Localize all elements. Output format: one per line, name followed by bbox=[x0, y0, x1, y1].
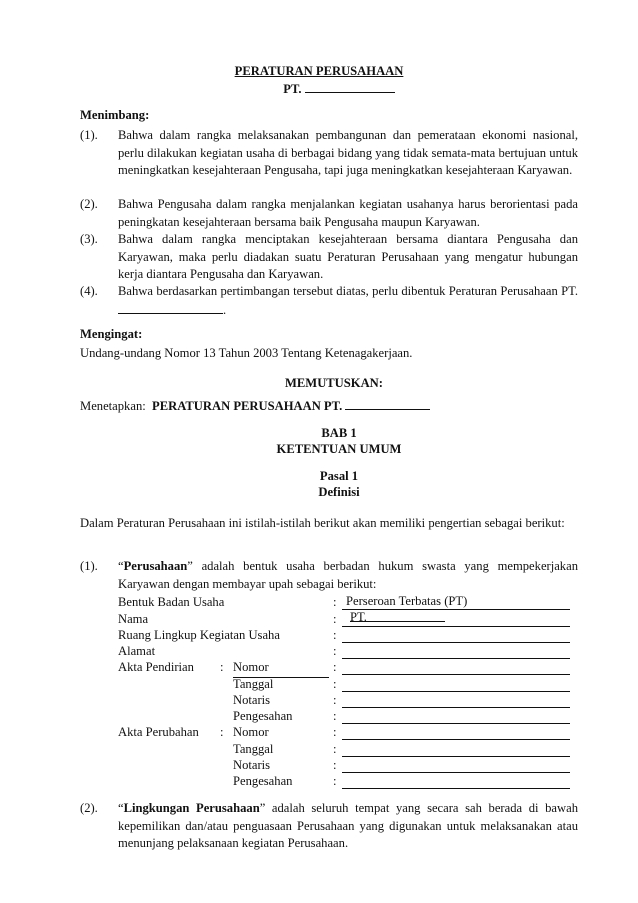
menimbang-item-1-text: Bahwa dalam rangka melaksanakan pembangunan dan pemerataan ekonomi nasional, perlu dilakukan kegiatan usaha di berbagai bidang yang tidak semata-mata bertujuan untuk meningkatkan kesejahteraan Pengusaha, tapi juga meningkatkan kesejahteraan Karyawan. bbox=[118, 128, 578, 177]
menimbang-item-2-number: (2). bbox=[80, 197, 98, 211]
definition-1-text: “Perusahaan” adalah bentuk usaha berbadan hukum swasta yang mempekerjakan Karyawan dengan membayar upah sebagai berikut: bbox=[118, 559, 578, 591]
company-name-blank[interactable] bbox=[345, 397, 430, 410]
akta-perubahan-pengesahan-label: Pengesahan bbox=[233, 774, 293, 788]
definition-2-term: Lingkungan Perusahaan bbox=[123, 801, 260, 815]
mengingat-text: Undang-undang Nomor 13 Tahun 2003 Tentang Ketenagakerjaan. bbox=[80, 346, 413, 360]
definition-intro: Dalam Peraturan Perusahaan ini istilah-istilah berikut akan memiliki pengertian sebagai berikut: bbox=[80, 516, 565, 530]
menetapkan-value: PERATURAN PERUSAHAAN PT. bbox=[152, 399, 343, 413]
akta-pendirian-notaris-value[interactable] bbox=[342, 692, 570, 708]
akta-pendirian-tanggal-label: Tanggal bbox=[233, 677, 274, 691]
akta-perubahan-nomor-label: Nomor bbox=[233, 725, 269, 739]
akta-perubahan-notaris-value[interactable] bbox=[342, 757, 570, 773]
field-value-ruang-lingkup[interactable] bbox=[342, 627, 570, 643]
menimbang-item-1-number: (1). bbox=[80, 128, 98, 142]
definition-1-term: Perusahaan bbox=[123, 559, 188, 573]
akta-perubahan-nomor-value[interactable] bbox=[342, 724, 570, 740]
akta-perubahan-notaris-label: Notaris bbox=[233, 758, 271, 772]
field-label-ruang-lingkup: Ruang Lingkup Kegiatan Usaha bbox=[118, 628, 280, 642]
mengingat-heading: Mengingat: bbox=[80, 327, 143, 341]
document-title: PERATURAN PERUSAHAAN bbox=[234, 64, 404, 78]
field-label-akta-perubahan: Akta Perubahan bbox=[118, 725, 199, 739]
menetapkan-label: Menetapkan: bbox=[80, 399, 146, 413]
menetapkan-line bbox=[80, 397, 430, 416]
menimbang-item-2-text: Bahwa Pengusaha dalam rangka menjalankan kegiatan usahanya harus berorientasi pada peningkatan kesejahteraan bersama baik Pengusaha maupun Karyawan. bbox=[118, 197, 578, 229]
pasal-title: Definisi bbox=[318, 485, 360, 499]
menimbang-heading: Menimbang: bbox=[80, 108, 150, 122]
field-label-alamat: Alamat bbox=[118, 644, 156, 658]
company-name-blank[interactable] bbox=[305, 80, 395, 93]
menimbang-item-4-text: Bahwa berdasarkan pertimbangan tersebut diatas, perlu dibentuk Peraturan Perusahaan PT. bbox=[118, 284, 578, 298]
field-value-bentuk[interactable]: Perseroan Terbatas (PT) bbox=[342, 594, 570, 610]
akta-perubahan-pengesahan-value[interactable] bbox=[342, 773, 570, 789]
field-label-nama: Nama bbox=[118, 612, 149, 626]
definition-1-number: (1). bbox=[80, 559, 98, 573]
bab-title: KETENTUAN UMUM bbox=[276, 442, 402, 456]
akta-pendirian-tanggal-value[interactable] bbox=[342, 676, 570, 692]
bab-number: BAB 1 bbox=[321, 426, 357, 440]
menimbang-item-4-number: (4). bbox=[80, 284, 98, 298]
akta-perubahan-tanggal-value[interactable] bbox=[342, 741, 570, 757]
field-label-bentuk: Bentuk Badan Usaha bbox=[118, 595, 225, 609]
menimbang-item-4: Bahwa berdasarkan pertimbangan tersebut diatas, perlu dibentuk Peraturan Perusahaan PT. . bbox=[118, 284, 578, 317]
definition-2-number: (2). bbox=[80, 801, 98, 815]
menimbang-item-3-number: (3). bbox=[80, 232, 98, 246]
akta-pendirian-nomor-label: Nomor bbox=[233, 659, 329, 678]
field-label-akta-pendirian: Akta Pendirian bbox=[118, 660, 194, 674]
field-value-nama[interactable]: PT. bbox=[342, 611, 570, 627]
company-name-blank[interactable] bbox=[118, 301, 223, 314]
akta-pendirian-notaris-label: Notaris bbox=[233, 693, 271, 707]
akta-pendirian-pengesahan-value[interactable] bbox=[342, 708, 570, 724]
memutuskan-heading: MEMUTUSKAN: bbox=[285, 376, 383, 390]
akta-perubahan-tanggal-label: Tanggal bbox=[233, 742, 274, 756]
akta-pendirian-nomor-value[interactable] bbox=[342, 659, 570, 675]
definition-2-text: “Lingkungan Perusahaan” adalah seluruh tempat yang secara sah berada di bawah kepemilikan dan/atau penguasaan Perusahaan yang digunakan untuk melaksanakan atau menunjang pelaksanaan kegiatan Perusahaan. bbox=[118, 801, 578, 850]
akta-pendirian-pengesahan-label: Pengesahan bbox=[233, 709, 293, 723]
menimbang-item-3-text: Bahwa dalam rangka menciptakan kesejahteraan bersama diantara Pengusaha dan Karyawan, maka perlu diadakan suatu Peraturan Perusahaan yang mengatur hubungan kerja diantara Pengusaha dan Karyawan. bbox=[118, 232, 578, 281]
company-name-line: PT. bbox=[0, 80, 638, 99]
field-value-alamat[interactable] bbox=[342, 643, 570, 659]
pasal-number: Pasal 1 bbox=[319, 469, 359, 483]
